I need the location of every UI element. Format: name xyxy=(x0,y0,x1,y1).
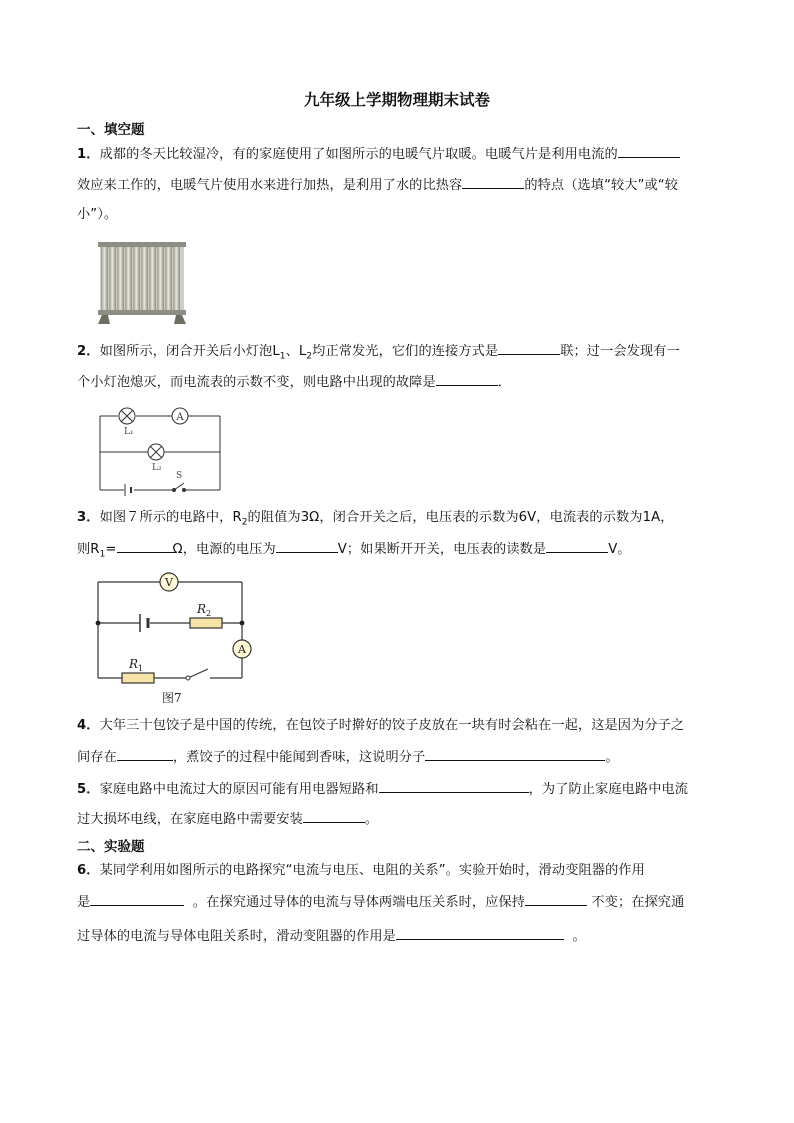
question-number: 2． xyxy=(77,344,100,359)
section-heading-experiment: 二、实验题 xyxy=(77,839,145,855)
question-1-line-2 xyxy=(77,174,678,197)
question-number: 5． xyxy=(77,782,100,797)
answer-blank[interactable] xyxy=(117,538,173,553)
answer-blank[interactable] xyxy=(303,808,365,823)
question-text: 均正常发光，它们的连接方式是 xyxy=(312,344,499,359)
question-6-line-3 xyxy=(77,925,586,948)
question-text: 大年三十包饺子是中国的传统，在包饺子时擀好的饺子皮放在一块有时会粘在一起，这是因为分子之 xyxy=(99,718,685,733)
answer-blank[interactable] xyxy=(462,174,524,189)
question-text: 联；过一会发现有一 xyxy=(560,344,680,359)
answer-blank[interactable] xyxy=(276,538,338,553)
question-text: = xyxy=(105,542,117,557)
question-4-line-2 xyxy=(77,746,619,769)
question-6-line-1 xyxy=(77,860,645,882)
r2-label: $R_2$ xyxy=(197,602,212,618)
question-text: 不变；在探究通 xyxy=(591,895,685,910)
question-5-line-2 xyxy=(77,808,378,831)
question-number: 4． xyxy=(77,718,100,733)
q2-circuit-diagram xyxy=(96,404,226,496)
page-title: 九年级上学期物理期末试卷 xyxy=(303,91,490,109)
question-text: V；如果断开开关，电压表的读数是 xyxy=(337,542,547,557)
question-text: 间存在 xyxy=(77,750,117,765)
question-text: 某同学利用如图所示的电路探究“电流与电压、电阻的关系”。实验开始时，滑动变阻器的作用 xyxy=(99,863,645,878)
subscript: 2 xyxy=(306,351,313,362)
ammeter-label: A xyxy=(176,412,184,423)
ammeter-label: A xyxy=(238,643,246,656)
section-heading-fill-blank: 一、填空题 xyxy=(77,122,145,138)
question-number: 6． xyxy=(77,863,100,878)
question-text: 是 xyxy=(77,895,91,910)
question-text: 、L xyxy=(285,344,307,359)
answer-blank[interactable] xyxy=(117,746,173,761)
answer-blank[interactable] xyxy=(379,778,529,793)
q3-circuit-diagram xyxy=(92,568,260,708)
question-text: Ω，电源的电压为 xyxy=(172,542,276,557)
question-text: 成都的冬天比较湿冷，有的家庭使用了如图所示的电暖气片取暖。电暖气片是利用电流的 xyxy=(99,147,618,162)
question-number: 1． xyxy=(77,147,100,162)
question-text: 的阻值为3Ω，闭合开关之后，电压表的示数为6V，电流表的示数为1A， xyxy=(247,510,674,525)
question-text: 过大损坏电线，在家庭电路中需要安装 xyxy=(77,812,303,827)
l1-label: L₁ xyxy=(124,427,134,437)
question-text: 则R xyxy=(77,542,100,557)
question-text: 。 xyxy=(364,812,379,827)
question-3-line-2 xyxy=(77,538,631,566)
answer-blank[interactable] xyxy=(498,340,560,355)
subscript: 1 xyxy=(279,351,286,362)
question-text: 效应来工作的，电暖气片使用水来进行加热，是利用了水的比热容 xyxy=(77,178,463,193)
question-text: 过导体的电流与导体电阻关系时，滑动变阻器的作用是 xyxy=(77,929,396,944)
question-text: 如图７所示的电路中，R xyxy=(99,510,242,525)
l2-label: L₂ xyxy=(152,463,162,473)
answer-blank[interactable] xyxy=(436,371,498,386)
question-text: 。在探究通过导体的电流与导体两端电压关系时，应保持 xyxy=(192,895,526,910)
subscript: 1 xyxy=(99,549,106,560)
answer-blank[interactable] xyxy=(396,925,564,940)
question-text: 的特点（选填“较大”或“较 xyxy=(524,178,679,193)
question-2-line-2 xyxy=(77,371,511,394)
answer-blank[interactable] xyxy=(618,143,680,158)
question-text: 。 xyxy=(605,750,619,765)
radiator-image xyxy=(96,240,188,326)
answer-blank[interactable] xyxy=(425,746,605,761)
question-5-line-1 xyxy=(77,778,688,801)
voltmeter-label: V xyxy=(165,576,173,589)
question-1-line-1 xyxy=(77,143,680,166)
answer-blank[interactable] xyxy=(546,538,608,553)
question-text: ，煮饺子的过程中能闻到香味，这说明分子 xyxy=(172,750,426,765)
question-3-line-1 xyxy=(77,507,674,534)
question-text: 如图所示，闭合开关后小灯泡L xyxy=(99,344,280,359)
r1-label: $R_1$ xyxy=(129,657,144,673)
question-text: 家庭电路中电流过大的原因可能有用电器短路和 xyxy=(99,782,379,797)
question-text: 。 xyxy=(572,929,586,944)
question-text: 个小灯泡熄灭，而电流表的示数不变，则电路中出现的故障是 xyxy=(77,375,436,390)
question-number: 3． xyxy=(77,510,100,525)
question-4-line-1 xyxy=(77,715,684,737)
question-text: ，为了防止家庭电路中电流 xyxy=(528,782,689,797)
question-text: V。 xyxy=(608,542,631,557)
subscript: 2 xyxy=(241,517,248,528)
question-6-line-2 xyxy=(77,891,684,914)
figure-caption: 图7 xyxy=(162,691,182,705)
answer-blank[interactable] xyxy=(525,891,587,906)
question-text: ． xyxy=(497,375,512,390)
switch-label: S xyxy=(176,471,183,481)
question-2-line-1 xyxy=(77,340,680,368)
answer-blank[interactable] xyxy=(90,891,184,906)
question-1-line-3: 小”）。 xyxy=(77,207,118,222)
